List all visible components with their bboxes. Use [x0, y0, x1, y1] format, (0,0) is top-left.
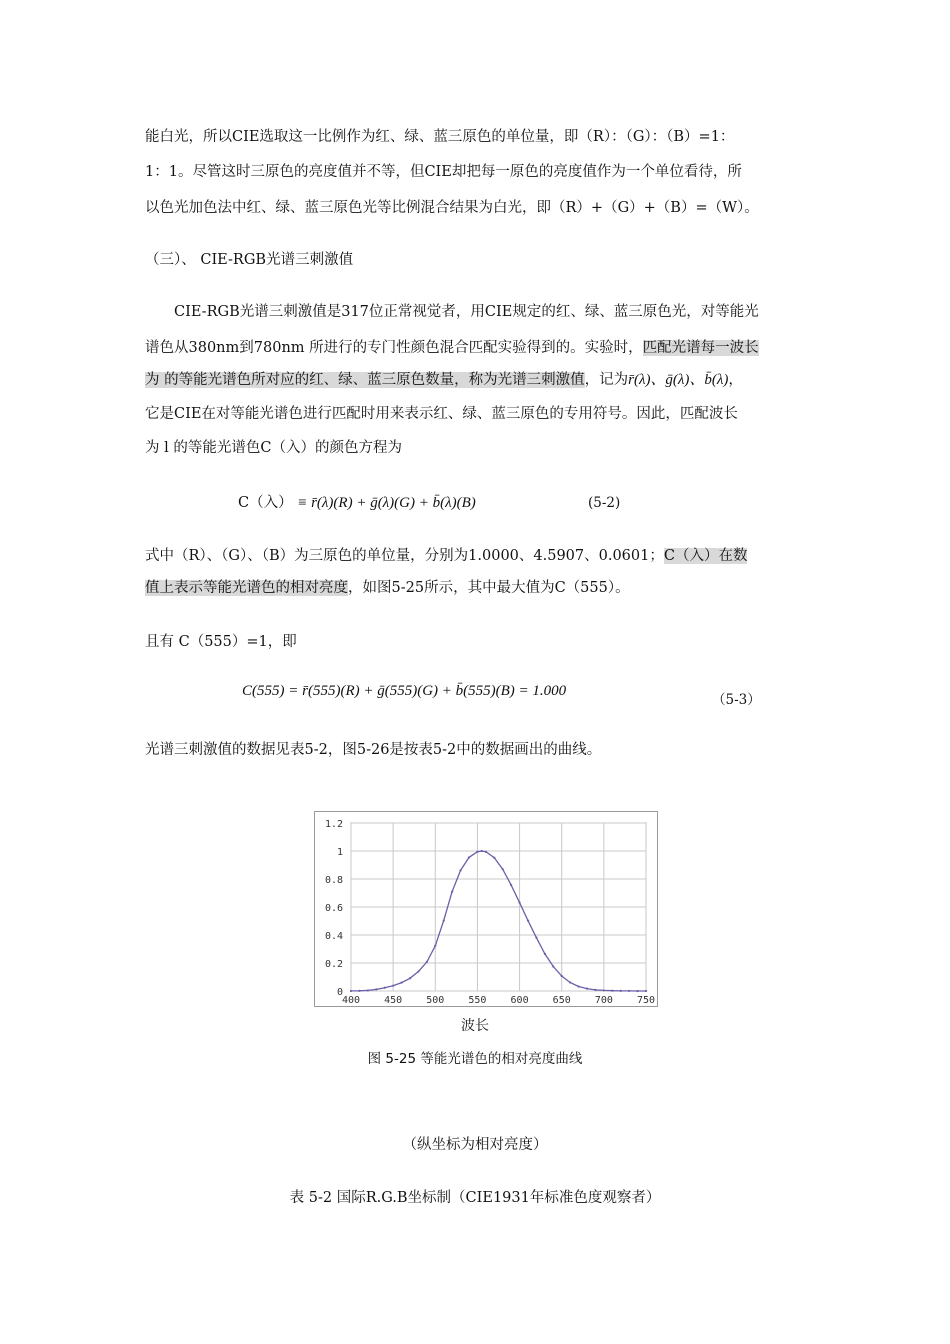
paragraph2-line3-comma: ，: [728, 372, 743, 388]
data-point: [417, 970, 419, 972]
highlight-text: 匹配光谱每一波长: [642, 340, 759, 356]
y-tick-label: 0.2: [324, 959, 343, 970]
data-point: [392, 985, 394, 987]
paragraph2-line5: 为 l 的等能光谱色C（入）的颜色方程为: [145, 440, 402, 456]
data-point: [586, 988, 588, 990]
data-point: [358, 990, 360, 992]
paragraph3-line1: [145, 546, 747, 566]
data-point: [434, 945, 436, 947]
data-point: [367, 989, 369, 991]
x-tick-label: 600: [510, 995, 529, 1006]
data-point: [384, 987, 386, 989]
equation-5-2-lhs: C（入）: [238, 495, 293, 511]
x-tick-label: 500: [426, 995, 445, 1006]
data-point: [569, 981, 571, 983]
data-point: [468, 856, 470, 858]
data-point: [451, 891, 453, 893]
data-point: [375, 988, 377, 990]
data-point: [409, 977, 411, 979]
y-tick-label: 0.6: [324, 903, 343, 914]
data-point: [350, 990, 352, 992]
x-tick-label: 750: [636, 995, 656, 1006]
data-point: [645, 990, 647, 992]
data-point: [552, 965, 554, 967]
data-point: [518, 902, 520, 904]
data-point: [443, 919, 445, 921]
data-point: [502, 868, 504, 870]
paragraph5: 光谱三刺激值的数据见表5-2，图5-26是按表5-2中的数据画出的曲线。: [145, 742, 602, 758]
y-tick-label: 1.2: [324, 819, 343, 830]
paragraph1-line3: 以色光加色法中红、绿、蓝三原色光等比例混合结果为白光，即（R）+（G）+（B）=（W）。: [145, 200, 759, 216]
paragraph4: 且有 C（555）=1，即: [145, 634, 297, 650]
paragraph3-line1-text: 式中（R）、（G）、（B）为三原色的单位量，分别为1.0000、4.5907、0.0601；: [145, 548, 664, 564]
data-point: [603, 989, 605, 991]
data-point: [611, 990, 613, 992]
highlight-text: 值上表示等能光谱色的相对亮度: [145, 580, 348, 596]
figure-note: （纵坐标为相对亮度）: [402, 1137, 548, 1153]
data-point: [459, 869, 461, 871]
paragraph2-line3-text: ，记为: [584, 372, 629, 388]
data-point: [510, 884, 512, 886]
highlight-text: C（入）在数: [663, 548, 748, 564]
x-tick-label: 650: [552, 995, 571, 1006]
figure-caption: 图 5-25 等能光谱色的相对亮度曲线: [367, 1051, 583, 1067]
data-point: [527, 919, 529, 921]
data-point: [636, 990, 638, 992]
highlight-text: 为 的等能光谱色所对应的红、绿、蓝三原色数量，称为光谱三刺激值: [145, 372, 585, 388]
paragraph1-line1: 能白光，所以CIE选取这一比例作为红、绿、蓝三原色的单位量，即（R）：（G）：（B）=1：: [145, 129, 735, 145]
data-point: [620, 990, 622, 992]
data-point: [481, 850, 483, 852]
paragraph2-line3: [145, 370, 743, 390]
section-heading: （三）、 CIE-RGB光谱三刺激值: [145, 252, 354, 268]
paragraph3-line2: [145, 578, 630, 598]
paragraph3-line2-text: ，如图5-25所示，其中最大值为C（555）。: [348, 580, 630, 596]
paragraph2-line2: [145, 338, 759, 358]
data-point: [476, 851, 478, 853]
paragraph2-line1: CIE-RGB光谱三刺激值是317位正常视觉者，用CIE规定的红、绿、蓝三原色光，对等能光: [174, 304, 759, 320]
data-point: [426, 961, 428, 963]
y-tick-label: 0.4: [324, 931, 343, 942]
data-point: [594, 989, 596, 991]
data-point: [400, 982, 402, 984]
equation-5-3-number: （5-3）: [712, 692, 761, 708]
equation-5-2-rhs: ≡ r̄(λ)(R) + ḡ(λ)(G) + b̄(λ)(B): [297, 495, 476, 511]
luminosity-chart: [314, 811, 658, 1007]
y-tick-label: 0.8: [324, 875, 343, 886]
data-point: [544, 953, 546, 955]
equation-5-2-number: (5-2): [588, 495, 621, 511]
tristimulus-symbols: r̄(λ)、ḡ(λ)、b̄(λ): [628, 372, 729, 388]
x-tick-label: 400: [341, 995, 361, 1006]
data-point: [493, 857, 495, 859]
y-tick-label: 1: [336, 847, 343, 858]
x-tick-label: 450: [384, 995, 403, 1006]
paragraph2-line2-text: 谱色从380nm到780nm 所进行的专门性颜色混合匹配实验得到的。实验时，: [145, 340, 643, 356]
equation-5-2: [238, 493, 476, 513]
equation-5-3: C(555) = r̄(555)(R) + ḡ(555)(G) + b̄(555)(B) = 1.000: [242, 683, 567, 699]
paragraph2-line4: 它是CIE在对等能光谱色进行匹配时用来表示红、绿、蓝三原色的专用符号。因此，匹配波长: [145, 406, 738, 422]
x-tick-label: 550: [468, 995, 487, 1006]
data-point: [577, 985, 579, 987]
paragraph1-line2: 1：1。尽管这时三原色的亮度值并不等，但CIE却把每一原色的亮度值作为一个单位看待，所: [145, 164, 742, 180]
y-tick-label: 0: [336, 987, 343, 998]
data-point: [628, 990, 630, 992]
table-caption: 表 5-2 国际R.G.B坐标制（CIE1931年标准色度观察者）: [289, 1190, 661, 1206]
data-point: [485, 851, 487, 853]
data-point: [561, 975, 563, 977]
chart-xlabel: 波长: [461, 1018, 489, 1034]
x-tick-label: 700: [594, 995, 613, 1006]
data-point: [535, 937, 537, 939]
